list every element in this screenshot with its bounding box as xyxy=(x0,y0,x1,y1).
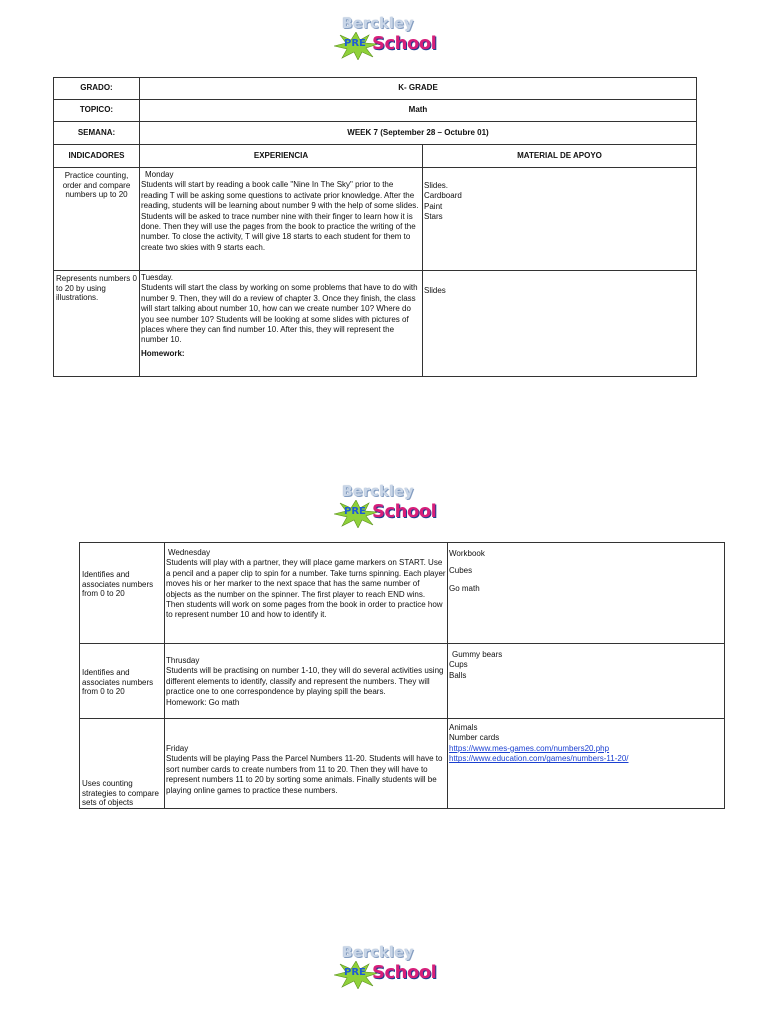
grado-label: GRADO: xyxy=(54,78,140,100)
topico-label: TOPICO: xyxy=(54,100,140,122)
material-item: Gummy bears xyxy=(452,650,503,659)
material-cell xyxy=(448,543,725,644)
day-label: Thrusday xyxy=(166,656,200,665)
material-item: Cubes xyxy=(449,566,473,576)
material-item: Stars xyxy=(424,212,443,222)
table-row xyxy=(54,168,697,271)
indicator-cell: Identifies and associates numbers from 0 to 20 xyxy=(80,543,165,644)
header-indicadores: INDICADORES xyxy=(54,145,140,168)
experience-cell xyxy=(165,719,448,809)
material-cell xyxy=(448,719,725,809)
lesson-plan-table-2 xyxy=(79,542,725,809)
school-logo xyxy=(332,484,437,530)
logo-text-school: School xyxy=(372,962,437,983)
table-row xyxy=(80,644,725,719)
table-row xyxy=(80,543,725,644)
logo-text-pre: PRE xyxy=(344,506,366,517)
day-label: Friday xyxy=(166,744,189,753)
logo-text-pre: PRE xyxy=(344,38,366,49)
school-logo xyxy=(332,945,437,991)
material-cell xyxy=(423,271,697,377)
experience-cell xyxy=(140,271,423,377)
logo-text-school: School xyxy=(372,501,437,522)
homework-label: Homework: Go math xyxy=(166,697,240,707)
homework-label: Homework: xyxy=(141,348,185,358)
material-cell xyxy=(448,644,725,719)
experience-text: Students will be practising on number 1-10, they will do several activities using different elements to identify, classify and represent the numbers. They will practice one to one correspondence by playing spill the bears. xyxy=(166,666,444,697)
indicator-cell: Practice counting, order and compare numbers up to 20 xyxy=(54,168,140,271)
material-item: Paint xyxy=(424,201,443,211)
semana-value: WEEK 7 (September 28 – Octubre 01) xyxy=(140,122,697,145)
experience-text: Students will play with a partner, they will place game markers on START. Use a pencil and a paper clip to spin for a number. Take turns spinning. Each player moves his or her marker to the next space that has the same number of objects as the number on the spinner. The first player to reach END wins. xyxy=(166,558,446,599)
numbers-11-20-link[interactable]: https://www.education.com/games/numbers-11-20/ xyxy=(449,754,629,764)
material-item: Number cards xyxy=(449,733,500,743)
experience-text: Students will be playing Pass the Parcel Numbers 11-20. Students will have to sort number cards to create numbers from 11 to 20. Then they will have to represent numbers 11 to 20 by sorting some animals. Finally students will be playing online games to practice these numbers. xyxy=(166,754,443,795)
indicator-cell: Represents numbers 0 to 20 by using illustrations. xyxy=(54,271,140,377)
material-item: Balls xyxy=(449,670,467,680)
day-label: Tuesday. xyxy=(141,273,174,282)
day-label: Monday xyxy=(145,170,174,179)
grado-value: K- GRADE xyxy=(140,78,697,100)
header-material: MATERIAL DE APOYO xyxy=(423,145,697,168)
lesson-plan-table-1 xyxy=(53,77,697,377)
material-item: Slides xyxy=(424,286,446,295)
material-item: Animals xyxy=(449,723,478,732)
semana-label: SEMANA: xyxy=(54,122,140,145)
experience-cell xyxy=(165,543,448,644)
material-item: Go math xyxy=(449,583,480,593)
material-item: Cups xyxy=(449,660,468,670)
experience-text: Students will start by reading a book calle "Nine In The Sky" prior to the reading T will be asking some questions to activate prior knowledge. After the reading, students will be learning about number 9 with the help of some slides. Students will be asked to trace number nine with their finger to learn how it is done. Then they will use the pages from the book to practice the writing of the number. To close the activity, T will give 18 starts to each student for them to create two skies with 9 starts each. xyxy=(141,180,419,252)
material-item: Slides. xyxy=(424,181,449,190)
logo-text-pre: PRE xyxy=(344,967,366,978)
school-logo xyxy=(332,16,437,62)
topico-value: Math xyxy=(140,100,697,122)
experience-text: Students will start the class by working on some problems that have to do with number 9. Then, they will do a review of chapter 3. Once they finish, the class will start talking about number 10, how can we create number 10? Where do you see number 10? Students will be looking at some slides with pictures of places where they can find number 10. After this, they will represent the number 10. xyxy=(141,283,418,345)
experience-text-2: Then students will work on some pages from the book in order to practice how to represent number 10 and how to identify it. xyxy=(166,600,443,620)
logo-text-berckley: Berckley xyxy=(341,16,415,32)
experience-cell xyxy=(165,644,448,719)
logo-text-berckley: Berckley xyxy=(341,945,415,961)
header-experiencia: EXPERIENCIA xyxy=(140,145,423,168)
day-label: Wednesday xyxy=(168,548,211,557)
logo-text-berckley: Berckley xyxy=(341,484,415,500)
table-row xyxy=(80,719,725,809)
indicator-cell: Identifies and associates numbers from 0 to 20 xyxy=(80,644,165,719)
experience-cell xyxy=(140,168,423,271)
logo-text-school: School xyxy=(372,33,437,54)
indicator-cell: Uses counting strategies to compare sets of objects xyxy=(80,719,165,809)
material-cell xyxy=(423,168,697,271)
material-item: Cardboard xyxy=(424,191,462,201)
table-row xyxy=(54,271,697,377)
numbers20-link[interactable]: https://www.mes-games.com/numbers20.php xyxy=(449,743,610,753)
material-item: Workbook xyxy=(449,549,485,558)
